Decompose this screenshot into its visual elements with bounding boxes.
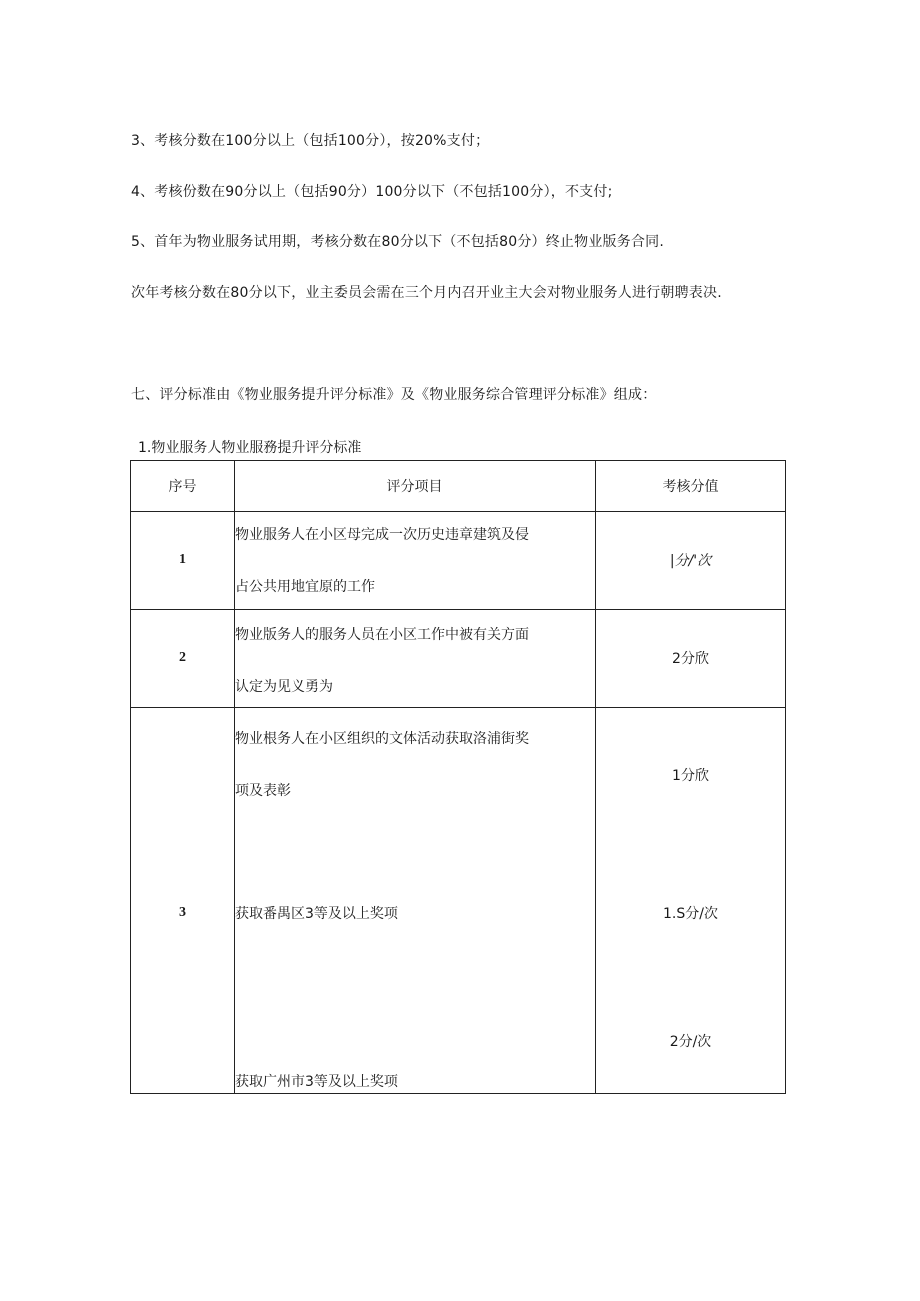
table-column-divider	[234, 461, 235, 1093]
row-3-score-3: 2分/次	[669, 1034, 712, 1050]
row-3-item-line-3: 获取番禺区3等及以上奖项	[235, 906, 398, 922]
table-caption: 1.物业服务人物业服務提升评分标准	[138, 440, 362, 456]
table-row-divider	[131, 511, 785, 512]
table-row-divider	[131, 609, 785, 610]
row-1-score: |分/'次	[669, 553, 712, 569]
row-2-score: 2分欣	[672, 651, 709, 667]
row-2-number: 2	[179, 650, 186, 665]
row-2-item-line-1: 物业版务人的服务人员在小区工作中被有关方面	[235, 627, 529, 643]
paragraph-clause-5: 5、首年为物业服务试用期，考核分数在80分以下（不包括80分）终止物业版务合同.	[131, 234, 664, 250]
header-score-value: 考核分值	[662, 479, 719, 495]
paragraph-section-seven: 七、评分标准由《物业服务提升评分标准》及《物业服务综合管理评分标准》组成：	[131, 387, 657, 403]
row-1-item-line-1: 物业服务人在小区母完成一次历史违章建筑及侵	[235, 527, 529, 543]
paragraph-following-year: 次年考核分数在80分以下，业主委员会需在三个月内召开业主大会对物业服务人进行朝聘表决.	[131, 285, 722, 301]
row-3-item-line-2: 项及表彰	[235, 783, 291, 799]
row-3-score-2: 1.S分/次	[663, 906, 718, 922]
scoring-table	[130, 460, 786, 1094]
row-3-item-line-4: 获取广州市3等及以上奖项	[235, 1074, 398, 1090]
row-1-number: 1	[179, 552, 186, 567]
table-row-divider	[131, 707, 785, 708]
row-3-item-line-1: 物业根务人在小区组织的文体活动获取洛浦街奖	[235, 731, 529, 747]
header-serial-number: 序号	[168, 479, 197, 495]
row-3-score-1: 1分欣	[672, 768, 709, 784]
paragraph-clause-4: 4、考核份数在90分以上（包括90分）100分以下（不包括100分），不支付;	[131, 184, 613, 200]
header-scoring-item: 评分项目	[386, 479, 443, 495]
row-1-item-line-2: 占公共用地宜原的工作	[235, 579, 375, 595]
paragraph-clause-3: 3、考核分数在100分以上（包括100分），按20%支付；	[131, 133, 490, 149]
row-2-item-line-2: 认定为见义勇为	[235, 679, 333, 695]
row-3-number: 3	[179, 905, 186, 920]
